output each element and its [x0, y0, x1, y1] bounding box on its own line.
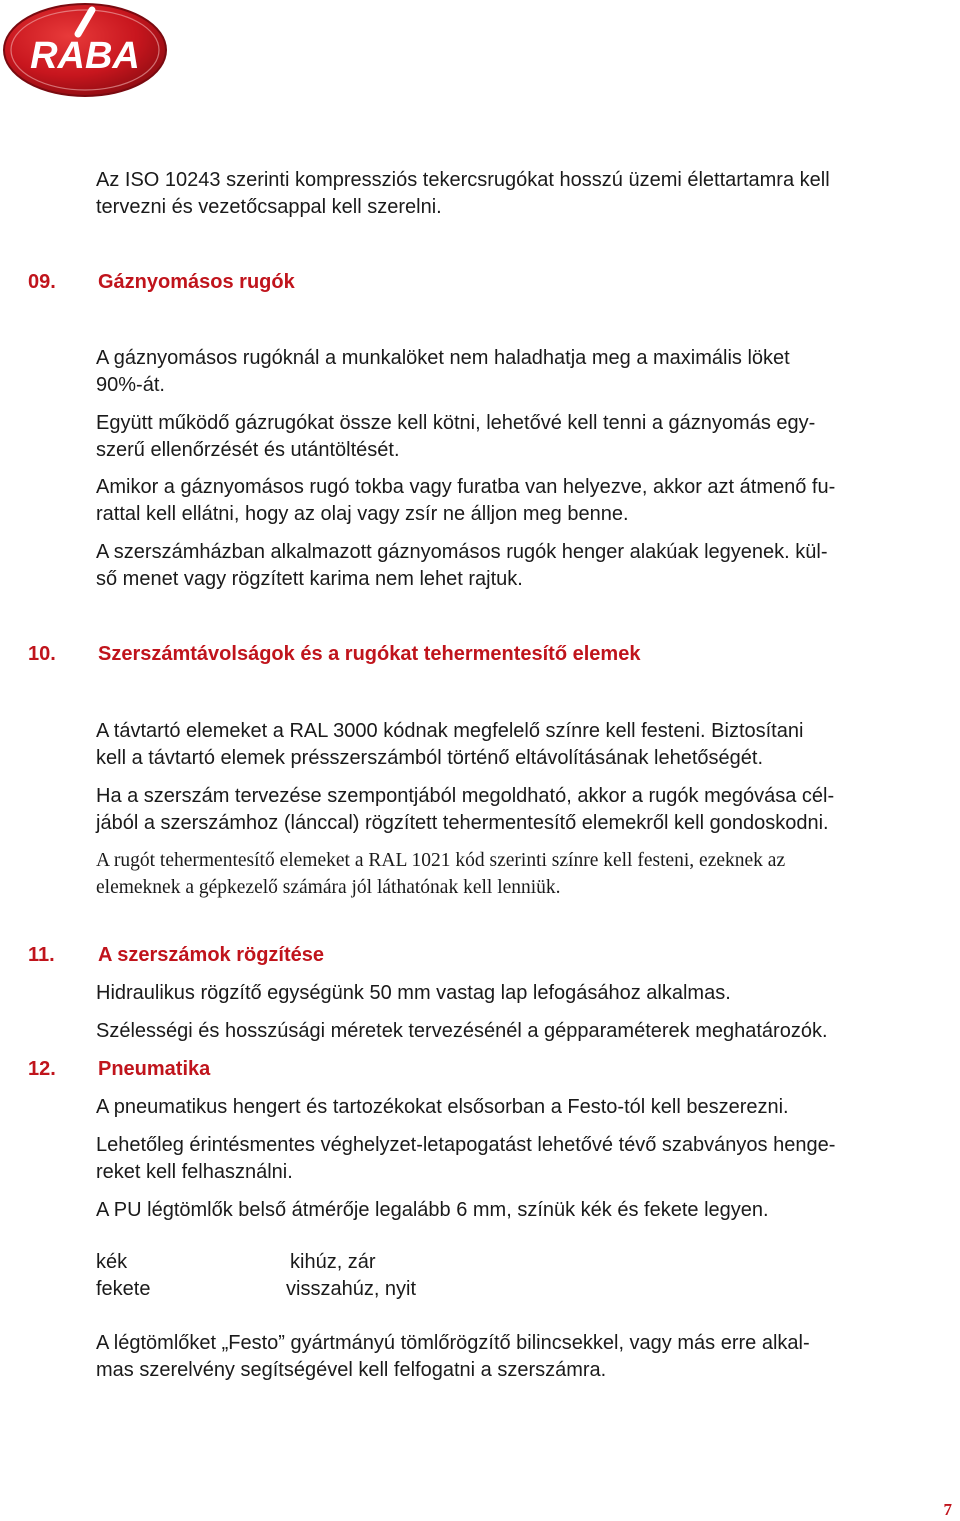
paragraph: A távtartó elemeket a RAL 3000 kódnak megfelelő színre kell festeni. Biztosítani kell a távtartó elemek présszerszámból történő eltávolításának lehetőségét.	[96, 720, 804, 769]
section-title: A szerszámok rögzítése	[98, 944, 325, 966]
section-heading-10	[0, 641, 960, 671]
section-number: 12.	[28, 1058, 56, 1080]
paragraph: Együtt működő gázrugókat össze kell kötni, lehetővé kell tenni a gáznyomás egy- szerű ellenőrzését és utántöltését.	[96, 412, 816, 461]
paragraph: Szélességi és hosszúsági méretek tervezésénél a gépparaméterek meghatározók.	[96, 1020, 828, 1042]
paragraph: A gáznyomásos rugóknál a munkalöket nem haladhatja meg a maximális löket 90%-át.	[96, 347, 790, 396]
section-heading-11	[0, 942, 960, 972]
paragraph: A rugót tehermentesítő elemeket a RAL 1021 kód szerinti színre kell festeni, ezeknek az elemeknek a gépkezelő számára jól láthatónak kell lenniük.	[96, 850, 786, 898]
intro-paragraph: Az ISO 10243 szerinti kompressziós tekercsrugókat hosszú üzemi élettartamra kell tervezni és vezetőcsappal kell szerelni.	[96, 169, 830, 218]
hose-color-label: kék	[96, 1251, 128, 1273]
paragraph: Ha a szerszám tervezése szempontjából megoldható, akkor a rugók megóvása cél- jából a szerszámhoz (lánccal) rögzített tehermentesítő elemekről kell gondoskodni.	[96, 785, 835, 834]
section-number: 10.	[28, 643, 56, 665]
section-number: 11.	[28, 944, 55, 966]
section-heading-12	[0, 1056, 960, 1086]
hose-action-label: visszahúz, nyit	[286, 1278, 417, 1300]
section-title: Gáznyomásos rugók	[98, 271, 295, 293]
section-title: Szerszámtávolságok és a rugókat tehermentesítő elemek	[98, 643, 641, 665]
page-number: 7	[943, 1500, 952, 1519]
section-number: 09.	[28, 271, 56, 293]
paragraph: Amikor a gáznyomásos rugó tokba vagy furatba van helyezve, akkor azt átmenő fu- rattal kell ellátni, hogy az olaj vagy zsír ne álljon meg benne.	[96, 476, 836, 525]
paragraph: A pneumatikus hengert és tartozékokat elsősorban a Festo-tól kell beszerezni.	[96, 1096, 789, 1118]
hose-action-label: kihúz, zár	[290, 1251, 376, 1273]
paragraph: A légtömlőket „Festo” gyártmányú tömlőrögzítő bilincsekkel, vagy más erre alkal- mas szerelvény segítségével kell felfogatni a szerszámra.	[96, 1332, 810, 1381]
paragraph: A szerszámházban alkalmazott gáznyomásos rugók henger alakúak legyenek. kül- ső menet vagy rögzített karima nem lehet rajtuk.	[96, 541, 828, 590]
section-title: Pneumatika	[98, 1058, 211, 1080]
hose-color-label: fekete	[96, 1278, 151, 1300]
logo-text: RABA	[30, 35, 140, 77]
paragraph: A PU légtömlők belső átmérője legalább 6 mm, színük kék és fekete legyen.	[96, 1199, 769, 1221]
paragraph: Lehetőleg érintésmentes véghelyzet-letapogatást lehetővé tévő szabványos henge- reket kell felhasználni.	[96, 1134, 836, 1183]
paragraph: Hidraulikus rögzítő egységünk 50 mm vastag lap lefogásához alkalmas.	[96, 982, 731, 1004]
section-heading-09	[0, 269, 960, 299]
raba-logo	[2, 2, 168, 98]
